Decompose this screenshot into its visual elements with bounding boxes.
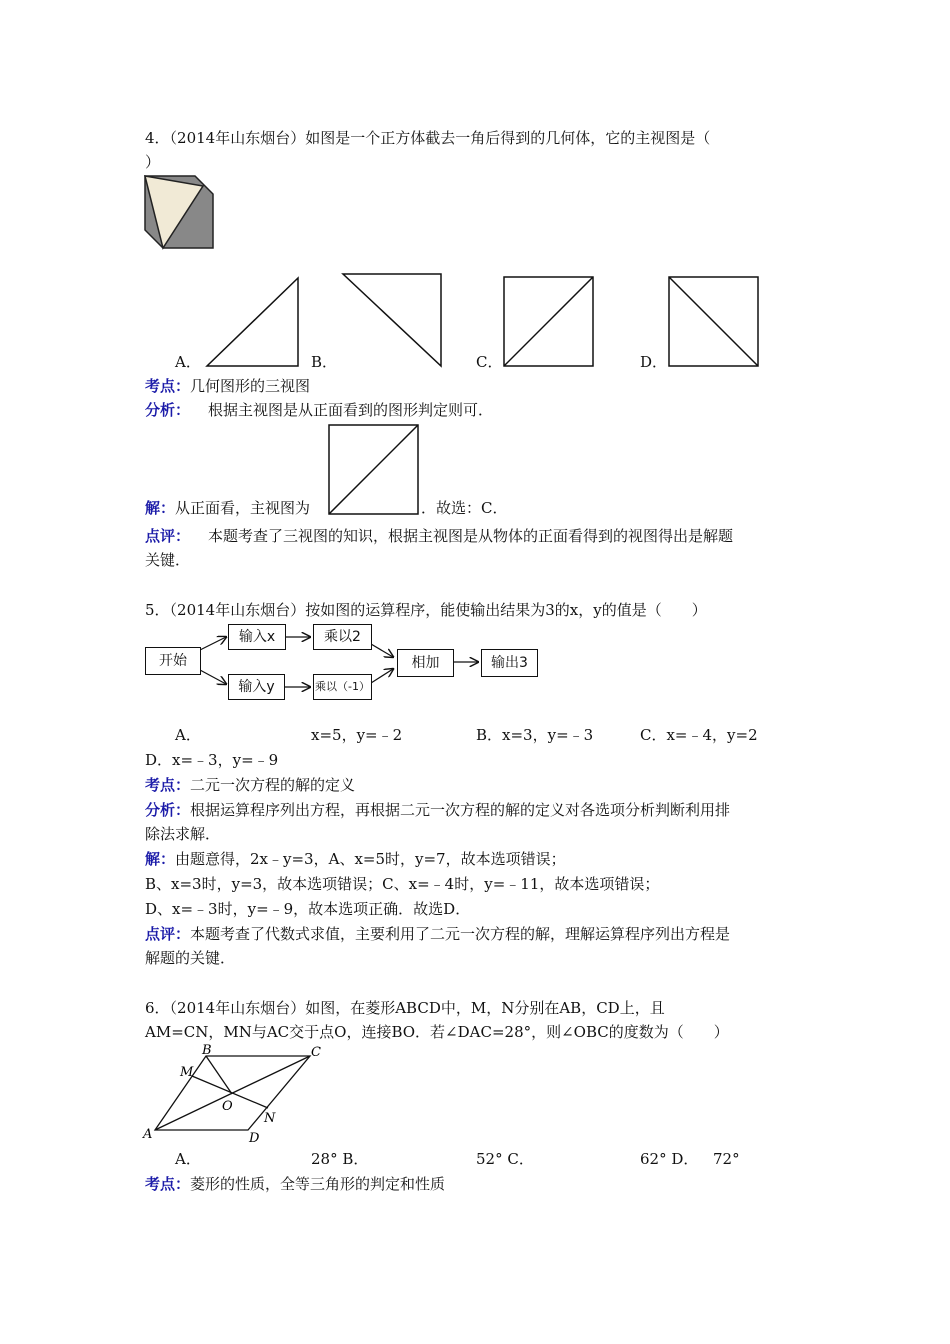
q6-stem-line1: 6．（2014年山东烟台）如图，在菱形ABCD中，M，N分别在AB，CD上，且: [145, 999, 665, 1017]
q5-dianping-line1: 本题考查了代数式求值，主要利用了二元一次方程的解，理解运算程序列出方程是: [190, 925, 731, 943]
q4-option-b-label[interactable]: B．: [311, 353, 338, 371]
q5-dianping-label: 点评：: [145, 925, 191, 943]
q5-flow-times-2: 乘以2: [313, 624, 372, 650]
q4-jie-before: 从正面看，主视图为: [175, 499, 311, 517]
q6-stem-line2: AM=CN，MN与AC交于点O，连接BO．若∠DAC=28°，则∠OBC的度数为（ ）: [145, 1023, 729, 1041]
q5-fenxi-line1: 根据运算程序列出方程，再根据二元一次方程的解的定义对各选项分析判断利用排: [190, 801, 731, 819]
q4-dianping-label: 点评：: [145, 527, 191, 545]
q5-option-a-label[interactable]: A．: [175, 726, 201, 744]
q6-option-b[interactable]: 52° C．: [476, 1150, 534, 1168]
q6-kaodian-text: 菱形的性质，全等三角形的判定和性质: [190, 1175, 446, 1193]
q5-option-c[interactable]: C．x=﹣4，y=2: [640, 726, 758, 744]
q5-flow-times-neg1: 乘以（-1）: [313, 674, 372, 700]
q5-jie: [145, 849, 566, 869]
q4-jie-label: 解：: [145, 499, 176, 517]
q5-fenxi: [145, 800, 730, 820]
q6-option-a[interactable]: 28° B．: [311, 1150, 369, 1168]
q6-point-m: M: [180, 1065, 194, 1080]
q4-option-d-label[interactable]: D．: [640, 353, 668, 371]
q5-jie-line1: 由题意得，2x﹣y=3，A、x=5时，y=7，故本选项错误；: [175, 850, 566, 868]
q6-rhombus-figure: [140, 1042, 340, 1146]
q4-fenxi-label: 分析：: [145, 401, 191, 419]
q5-option-d[interactable]: D．x=﹣3，y=﹣9: [145, 751, 279, 769]
q5-jie-label: 解：: [145, 850, 176, 868]
q4-kaodian-label: 考点：: [145, 377, 191, 395]
q6-point-b: B: [202, 1043, 212, 1058]
q5-flow-add: 相加: [397, 649, 454, 677]
q5-flow-input-x: 输入x: [228, 624, 286, 650]
q6-option-d[interactable]: 72°: [713, 1150, 740, 1168]
q5-fenxi-line2: 除法求解．: [145, 825, 221, 843]
q5-flow-start: 开始: [145, 647, 201, 675]
q5-kaodian: [145, 775, 355, 795]
q5-option-a[interactable]: x=5，y=﹣2: [311, 726, 403, 744]
q4-dianping-line2: 关键．: [145, 551, 191, 569]
q5-flow-output: 输出3: [481, 649, 538, 677]
q4-dianping-line1: 本题考查了三视图的知识，根据主视图是从物体的正面看得到的视图得出是解题: [208, 527, 734, 545]
q6-kaodian: [145, 1174, 445, 1194]
q4-fenxi-text: 根据主视图是从正面看到的图形判定则可．: [208, 401, 494, 419]
q6-option-a-label[interactable]: A．: [175, 1150, 201, 1168]
q4-option-c-label[interactable]: C．: [476, 353, 503, 371]
q6-point-d: D: [249, 1131, 260, 1146]
q5-kaodian-text: 二元一次方程的解的定义: [190, 776, 356, 794]
q5-option-b[interactable]: B．x=3，y=﹣3: [476, 726, 594, 744]
q5-stem: 5．（2014年山东烟台）按如图的运算程序，能使输出结果为3的x，y的值是（ ）: [145, 601, 707, 619]
q4-stem-line2: ）: [145, 153, 161, 171]
q6-option-c[interactable]: 62° D．: [640, 1150, 699, 1168]
q5-jie-line2: B、x=3时，y=3，故本选项错误；C、x=﹣4时，y=﹣11，故本选项错误；: [145, 875, 660, 893]
q5-dianping-line2: 解题的关键．: [145, 949, 236, 967]
q6-point-c: C: [311, 1045, 321, 1060]
q5-kaodian-label: 考点：: [145, 776, 191, 794]
q4-stem-line1: 4．（2014年山东烟台）如图是一个正方体截去一角后得到的几何体，它的主视图是（: [145, 129, 711, 147]
q5-fenxi-label: 分析：: [145, 801, 191, 819]
q6-kaodian-label: 考点：: [145, 1175, 191, 1193]
q4-kaodian-text: 几何图形的三视图: [190, 377, 311, 395]
q6-point-n: N: [264, 1111, 276, 1126]
q6-point-a: A: [143, 1127, 153, 1142]
q5-jie-line3: D、x=﹣3时，y=﹣9，故本选项正确．故选D．: [145, 900, 471, 918]
q5-flow-input-y: 输入y: [228, 674, 285, 700]
q4-option-a-label[interactable]: A．: [175, 353, 201, 371]
q5-dianping: [145, 924, 730, 944]
q4-jie-after: ．故选：C．: [421, 499, 508, 517]
q6-point-o: O: [222, 1099, 233, 1114]
